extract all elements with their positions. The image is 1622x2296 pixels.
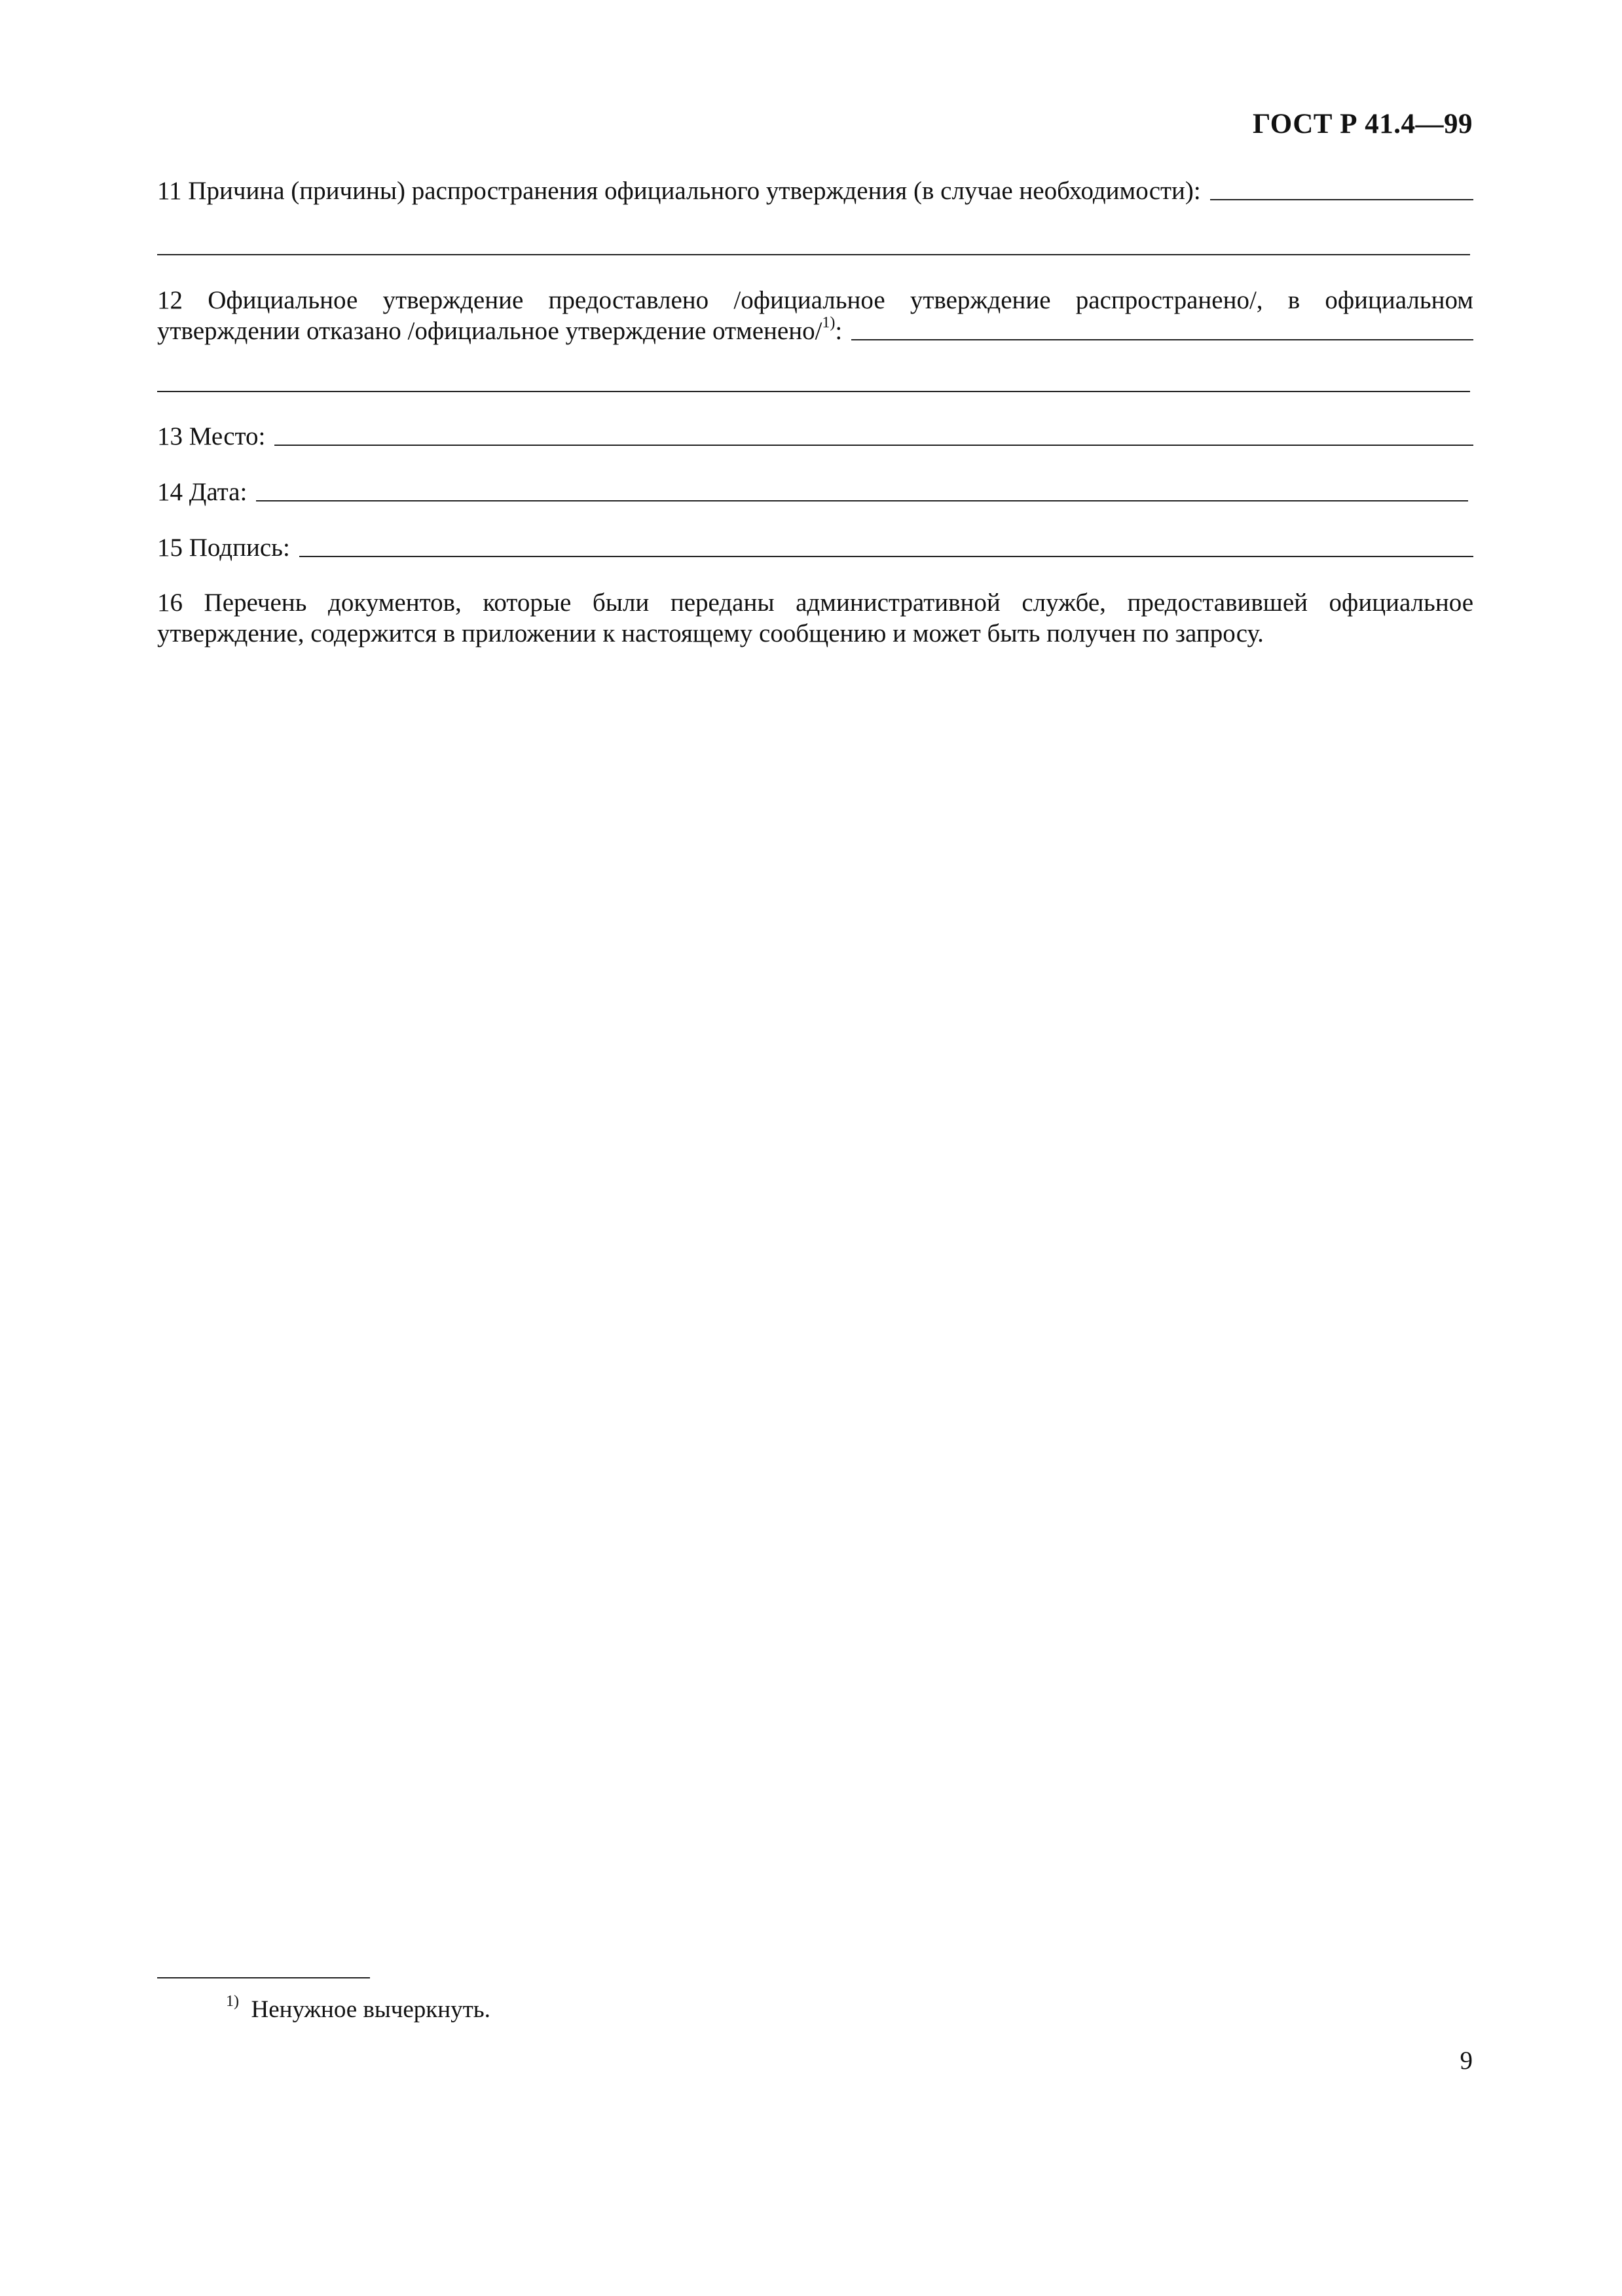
item-14-label: 14 Дата: — [157, 478, 248, 506]
item-11-blank-line[interactable] — [1210, 199, 1473, 200]
item-11-continuation-line[interactable] — [157, 254, 1470, 255]
item-12-line-1: 12 Официальное утверждение предоставлено /официальное утверждение распространено/, в официальном — [157, 286, 1473, 314]
item-15 — [157, 532, 1473, 563]
footnote-text: Ненужное вычеркнуть. — [251, 1996, 490, 2023]
item-14 — [157, 477, 1468, 507]
item-16-line-1: 16 Перечень документов, которые были переданы административной службе, предоставившей официальное — [157, 589, 1473, 617]
item-13-label: 13 Место: — [157, 422, 266, 450]
item-16-line-2: утверждение, содержится в приложении к настоящему сообщению и может быть получен по запросу. — [157, 619, 1264, 647]
footnote — [226, 1992, 490, 2024]
item-13 — [157, 421, 1473, 452]
page-number: 9 — [1460, 2047, 1473, 2075]
footnote-separator — [157, 1977, 370, 1978]
item-15-label: 15 Подпись: — [157, 534, 290, 562]
signature-field[interactable] — [299, 556, 1473, 557]
item-11 — [157, 175, 1473, 206]
date-field[interactable] — [256, 500, 1468, 501]
footnote-ref: 1) — [822, 314, 836, 331]
item-12-blank-line[interactable] — [851, 339, 1473, 340]
item-11-text: 11 Причина (причины) распространения официального утверждения (в случае необходимости): — [157, 177, 1201, 205]
item-12-line-2-text: утверждении отказано /официальное утверждение отменено/$^{1)}$: — [157, 314, 843, 345]
item-12-line-2 — [157, 316, 1473, 346]
place-field[interactable] — [274, 445, 1473, 446]
item-12-continuation-line[interactable] — [157, 391, 1470, 392]
document-header: ГОСТ Р 41.4—99 — [1252, 109, 1473, 139]
footnote-mark: 1) — [226, 1992, 239, 2010]
